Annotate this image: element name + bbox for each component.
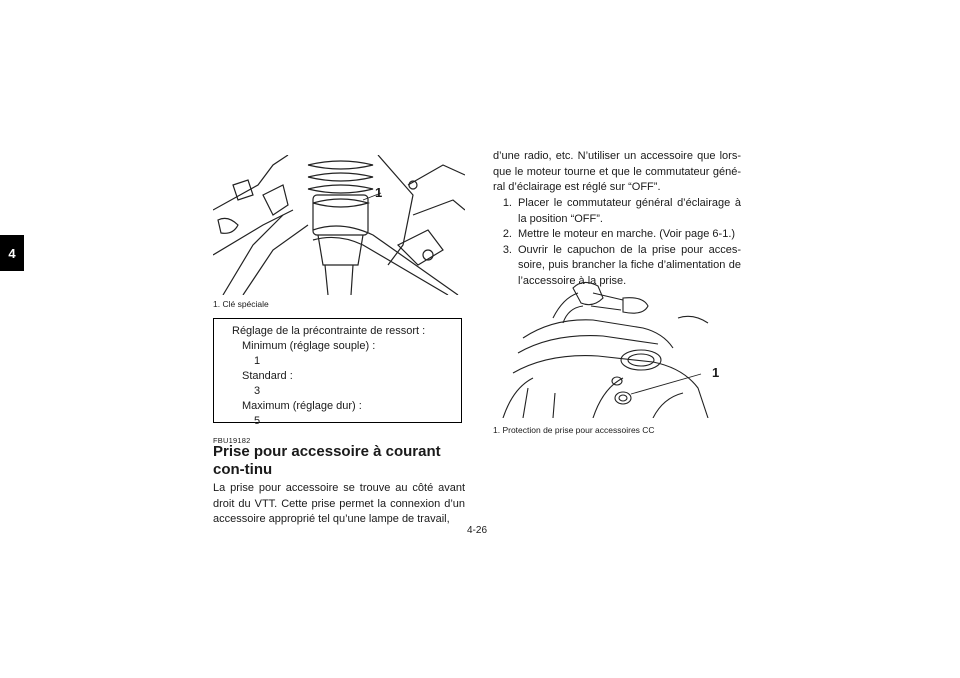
shock-absorber-illustration xyxy=(213,155,465,295)
body-right: d’une radio, etc. N’utiliser un accessoire que lors-que le moteur tourne et que le commutateur géné-ral d’éclairage est réglé sur “OFF”. xyxy=(493,150,741,193)
figure-accessory-socket xyxy=(493,278,743,418)
spec-max-label: Maximum (réglage dur) : xyxy=(242,400,362,412)
figure1-callout: 1 xyxy=(375,185,383,200)
step-number: 1. xyxy=(502,197,512,209)
step-number: 2. xyxy=(502,228,512,240)
figure2-caption: 1. Protection de prise pour accessoires CC xyxy=(493,425,655,435)
spec-box xyxy=(213,318,462,427)
spec-max-value: 5 xyxy=(254,415,261,427)
accessory-socket-illustration xyxy=(493,278,743,418)
spec-std-value: 3 xyxy=(254,385,261,397)
figure2-callout: 1 xyxy=(712,365,720,380)
page-number: 4-26 xyxy=(467,525,488,536)
section-heading: Prise pour accessoire à courant con-tinu xyxy=(213,443,441,478)
spec-min-label: Minimum (réglage souple) : xyxy=(242,340,376,352)
step-text: Ouvrir le capuchon de la prise pour acces-soire, puis brancher la fiche d’alimentation de l’accessoire à la prise. xyxy=(518,243,741,287)
figure1-caption: 1. Clé spéciale xyxy=(213,299,269,309)
body-left: La prise pour accessoire se trouve au côté avant droit du VTT. Cette prise permet la connexion d’un accessoire approprié tel qu’une lampe de travail, xyxy=(213,482,465,525)
spec-title: Réglage de la précontrainte de ressort : xyxy=(232,325,426,337)
spec-min-value: 1 xyxy=(254,355,261,367)
step-text: Mettre le moteur en marche. (Voir page 6-1.) xyxy=(518,228,736,240)
step-list xyxy=(493,196,741,289)
step-text: Placer le commutateur général d’éclairage à la position “OFF”. xyxy=(518,197,741,225)
step-item xyxy=(493,196,741,227)
step-item xyxy=(493,227,741,243)
spec-std-label: Standard : xyxy=(242,370,293,382)
section-code: FBU19182 xyxy=(213,436,251,445)
figure-shock-absorber xyxy=(213,155,465,295)
step-number: 3. xyxy=(502,243,512,256)
chapter-tab: 4 xyxy=(0,235,24,271)
